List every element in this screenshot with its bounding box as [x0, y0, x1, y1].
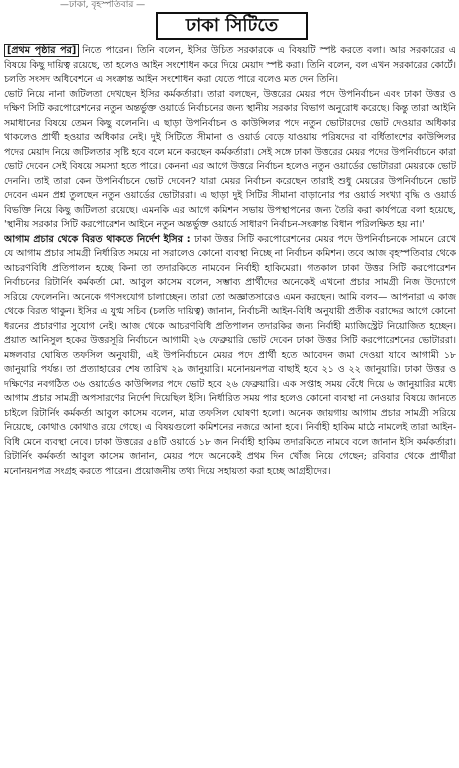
- lead-text: নিতে পারেন। তিনি বলেন, ইসির উচিত সরকারকে এ বিষয়টি স্পষ্ট করতে বলা। আর সরকারের এ বিষয়ে কিছু দায়িত্ব রয়েছে, তা হলেও আইন সংশোধন করে দিয়ে মেয়াদ স্পষ্ট করা। তিনি বলেন, বল এখন সরকারের কোর্টে। চলতি সংসদ অধিবেশনে এ সংক্রান্ত আইন সংশোধন করা যেতে পারে বলেও মত দেন তিনি।: [4, 45, 456, 85]
- section-paragraph: [4, 233, 456, 480]
- section-kicker: আগাম প্রচার থেকে বিরত থাকতে নির্দেশ ইসির :: [4, 233, 191, 245]
- continued-from-marker: [প্রথম পৃষ্ঠার পর]: [4, 44, 79, 57]
- article-paragraph: ভোট নিয়ে নানা জটিলতা দেখছেন ইসির কর্মকর্তারা। তারা বলছেন, উত্তরের মেয়র পদে উপনির্বাচন এবং ঢাকা উত্তর ও দক্ষিণ সিটি করপোরেশনের নতুন অন্তর্ভুক্ত ওয়ার্ডে নির্বাচনের জন্য স্থানীয় সরকার বিভাগ অনুরোধ করেছে। কিন্তু তারা আইনি সমাধানের বিষয়ে তেমন কিছু বলেননি। এ ছাড়া উপনির্বাচন ও কাউন্সিলর পদে নতুন ভোটারদের ভোট দেওয়ার অধিকার থাকলেও প্রার্থী হওয়ার অধিকার নেই। দুই সিটিতে সীমানা ও ওয়ার্ড বেড়ে যাওয়ায় পরিষদের বা বর্ধিতাংশের কাউন্সিলর পদের মেয়াদ নিয়ে জটিলতার সৃষ্টি হবে বলে মনে করছেন কর্মকর্তারা। সেই সঙ্গে ঢাকা উত্তরের মেয়র পদের উপনির্বাচনে কারা ভোট দেবেন সেই বিষয়ে সমস্যা হতে পারে। কেননা এর আগে উত্তরে নির্বাচন হলেও নতুন ওয়ার্ডের ভোটাররা মেয়রকে ভোট দেননি। তাই তারা কেন উপনির্বাচনে ভোট দেবেন? যারা মেয়র নির্বাচন করেছেন তারাই শুধু মেয়রের উপনির্বাচনে ভোট দেবেন এমন প্রশ্ন তুলছেন নতুন ওয়ার্ডের ভোটাররা। এ ছাড়া দুই সিটির সীমানা বাড়ানোর পর ওয়ার্ড সংখ্যা বৃদ্ধি ও ওয়ার্ড বিভক্তি নিয়ে কিছু জটিলতা রয়েছে। এমনকি এর আগে কমিশন সভায় উপস্থাপনের জন্য তৈরি করা কার্যপত্রে বলা হয়েছে, 'স্থানীয় সরকার সিটি করপোরেশন আইনে নতুন অন্তর্ভুক্ত ওয়ার্ডে সাধারণ নির্বাচন-সংক্রান্ত বিধান পরিলক্ষিত হয় না।': [4, 88, 456, 230]
- article-body: [4, 44, 456, 766]
- page-top-strip: —ঢাকা, বৃহস্পতিবার —: [60, 0, 146, 10]
- lead-paragraph: [4, 44, 456, 88]
- headline: ঢাকা সিটিতে: [185, 15, 279, 36]
- section-text: ঢাকা উত্তর সিটি করপোরেশনের মেয়র পদে উপনির্বাচনকে সামনে রেখে যে আগাম প্রচার সামগ্রী নির্ধারিত সময়ে না সরালেও কোনো ব্যবস্থা নিচ্ছে না নির্বাচন কমিশন। তবে আজ বৃহস্পতিবার থেকে আচরণবিধি প্রতিপালন হচ্ছে কিনা তা তদারকিতে নামবেন নির্বাহী হাকিমেরা। গতকাল ঢাকা উত্তর সিটি করপোরেশন নির্বাচনের রিটার্নিং কর্মকর্তা মো. আবুল কাসেম বলেন, সম্ভাব্য প্রার্থীদের অনেকেই এখনো প্রচার সামগ্রী নিজ উদ্যোগে সরিয়ে ফেলেননি। অনেকে গণসংযোগ চালাচ্ছেন। তারা তো অজ্ঞাতসারেও এমন করছেন। আমি বলব— আপনারা এ কাজ থেকে বিরত থাকুন। ইসির এ যুগ্ম সচিব (চলতি দায়িত্ব) জানান, নির্বাচনী আইন-বিধি অনুযায়ী প্রতীক বরাদ্দের আগে কোনো ধরনের প্রচারণার সুযোগ নেই। আজ থেকে আচরণবিধি প্রতিপালন তদারকির জন্য নির্বাহী ম্যাজিস্ট্রেট নিয়োজিত হচ্ছেন। প্রয়াত আনিসুল হকের উত্তরসূরি নির্বাচনে আগামী ২৬ ফেব্রুয়ারি ভোট দেবেন ঢাকা উত্তর সিটি করপোরেশনের ভোটাররা। মঙ্গলবার ঘোষিত তফসিল অনুযায়ী, এই উপনির্বাচনে মেয়র পদে প্রার্থী হতে আবেদন জমা দেওয়া যাবে আগামী ১৮ জানুয়ারি পর্যন্ত। তা প্রত্যাহারের শেষ তারিখ ২৯ জানুয়ারি। মনোনয়নপত্র বাছাই হবে ২১ ও ২২ জানুয়ারি। ঢাকা উত্তর ও দক্ষিণের নবগঠিত ৩৬ ওয়ার্ডেও কাউন্সিলর পদে ভোট হবে ২৬ ফেব্রুয়ারি। এক সপ্তাহ সময় বেঁধে দিয়ে ৬ জানুয়ারির মধ্যে আগাম প্রচার সামগ্রী অপসারণের নির্দেশ দিয়েছিল ইসি। নির্ধারিত সময় পার হলেও কোনো ব্যবস্থা না নেওয়ার বিষয়ে জানতে চাইলে রিটার্নিং কর্মকর্তা আবুল কাসেম বলেন, মাত্র তফসিল ঘোষণা হলো। অনেক জায়গায় আগাম প্রচার সামগ্রী সরিয়ে নিয়েছে, কোথাও কোথাও রয়ে গেছে। এ বিষয়গুলো কমিশনের নজরে আনা হবে। নির্বাহী হাকিম মাঠে নামলেই তারা আইন-বিধি মেনে ব্যবস্থা নেবে। ঢাকা উত্তরের ৫৪টি ওয়ার্ডে ১৮ জন নির্বাহী হাকিম তদারকিতে নামবে বলে জানান ইসি কর্মকর্তারা। রিটার্নিং কর্মকর্তা আবুল কাসেম জানান, মেয়র পদে অনেকেই প্রথম দিন খোঁজ নিয়ে গেছেন; রবিবার থেকে প্রার্থীরা মনোনয়নপত্র সংগ্রহ করতে পারেন। প্রয়োজনীয় তথ্য দিয়ে সহায়তা করা হচ্ছে আগ্রহীদের।: [4, 233, 456, 477]
- headline-box: [156, 12, 308, 40]
